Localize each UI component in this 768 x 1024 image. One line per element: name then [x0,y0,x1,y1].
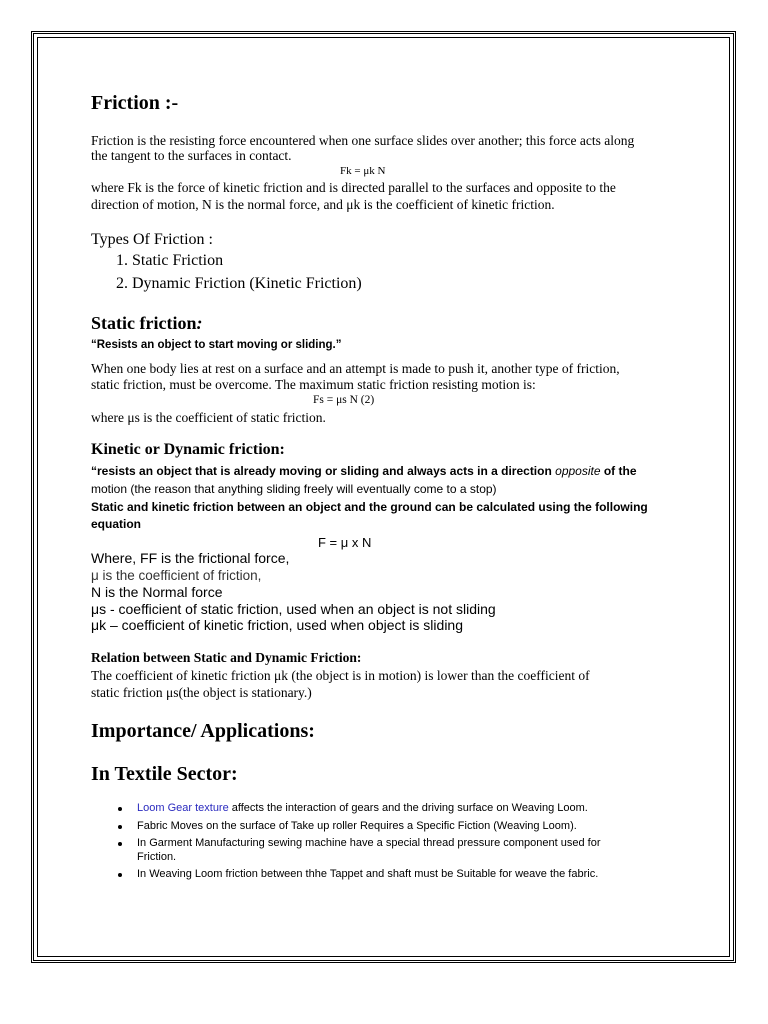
loom-gear-texture-link[interactable]: Loom Gear texture [137,802,229,814]
static-friction-heading-text: Static friction [91,313,197,333]
definition-static-coefficient: μs - coefficient of static friction, used when an object is not sliding [91,601,496,617]
definition-coefficient: μ is the coefficient of friction, [91,568,262,583]
definition-kinetic-coefficient: μk – coefficient of kinetic friction, used when object is sliding [91,617,463,633]
types-item-static: 1. Static Friction [116,252,224,269]
intro-where-line-1: where Fk is the force of kinetic friction and is directed parallel to the surfaces and opposite to the [91,180,616,195]
kinetic-calc-line-2: equation [91,517,141,531]
relation-heading: Relation between Static and Dynamic Friction: [91,650,362,665]
relation-line-1: The coefficient of kinetic friction μk (the object is in motion) is lower than the coefficient of [91,668,590,683]
static-friction-equation: Fs = μs N (2) [313,394,375,406]
types-item-dynamic: 2. Dynamic Friction (Kinetic Friction) [116,275,362,292]
kinetic-quote-line-2: motion (the reason that anything sliding freely will eventually come to a stop) [91,482,497,496]
kinetic-friction-heading: Kinetic or Dynamic friction: [91,441,285,458]
static-line-2: static friction, must be overcome. The maximum static friction resisting motion is: [91,377,536,392]
intro-line-1: Friction is the resisting force encountered when one surface slides over another; this force acts along [91,133,635,148]
intro-line-2: the tangent to the surfaces in contact. [91,148,292,163]
importance-heading: Importance/ Applications: [91,720,315,742]
relation-line-2: static friction μs(the object is stationary.) [91,685,312,700]
bullet-dot [118,807,122,811]
bullet-dot [118,873,122,877]
definition-normal-force: N is the Normal force [91,584,223,600]
kinetic-calc-line-1: Static and kinetic friction between an object and the ground can be calculated using the following [91,500,648,514]
kinetic-quote-line-1 [91,464,637,478]
static-friction-quote: “Resists an object to start moving or sliding.” [91,339,342,351]
textile-heading: In Textile Sector: [91,763,238,785]
kinetic-friction-equation: Fk = μk N [340,165,386,177]
static-where: where μs is the coefficient of static friction. [91,410,326,425]
bullet-fabric-moves: Fabric Moves on the surface of Take up roller Requires a Specific Fiction (Weaving Loom). [137,820,577,832]
bullet-loom-gear-text: affects the interaction of gears and the driving surface on Weaving Loom. [228,802,588,814]
bullet-loom-gear [137,802,588,814]
kinetic-quote-italic: opposite [555,464,601,478]
bullet-garment-line-2: Friction. [137,851,177,863]
static-friction-heading-colon: : [196,313,203,333]
bullet-dot [118,842,122,846]
intro-where-line-2: direction of motion, N is the normal force, and μk is the coefficient of kinetic friction. [91,197,555,212]
bullet-dot [118,825,122,829]
bullet-garment-line-1: In Garment Manufacturing sewing machine have a special thread pressure component used for [137,837,601,849]
kinetic-quote-part-b: of the [600,464,637,478]
static-line-1: When one body lies at rest on a surface and an attempt is made to push it, another type of friction, [91,361,620,376]
types-heading: Types Of Friction : [91,231,213,248]
page-title: Friction :- [91,92,179,114]
static-friction-heading [91,313,202,334]
kinetic-quote-part-a: “resists an object that is already moving or sliding and always acts in a direction [91,464,556,478]
definition-frictional-force: Where, FF is the frictional force, [91,550,290,566]
friction-equation: F = μ x N [318,535,372,550]
bullet-weaving-loom: In Weaving Loom friction between thhe Tappet and shaft must be Suitable for weave the fabric. [137,868,599,880]
